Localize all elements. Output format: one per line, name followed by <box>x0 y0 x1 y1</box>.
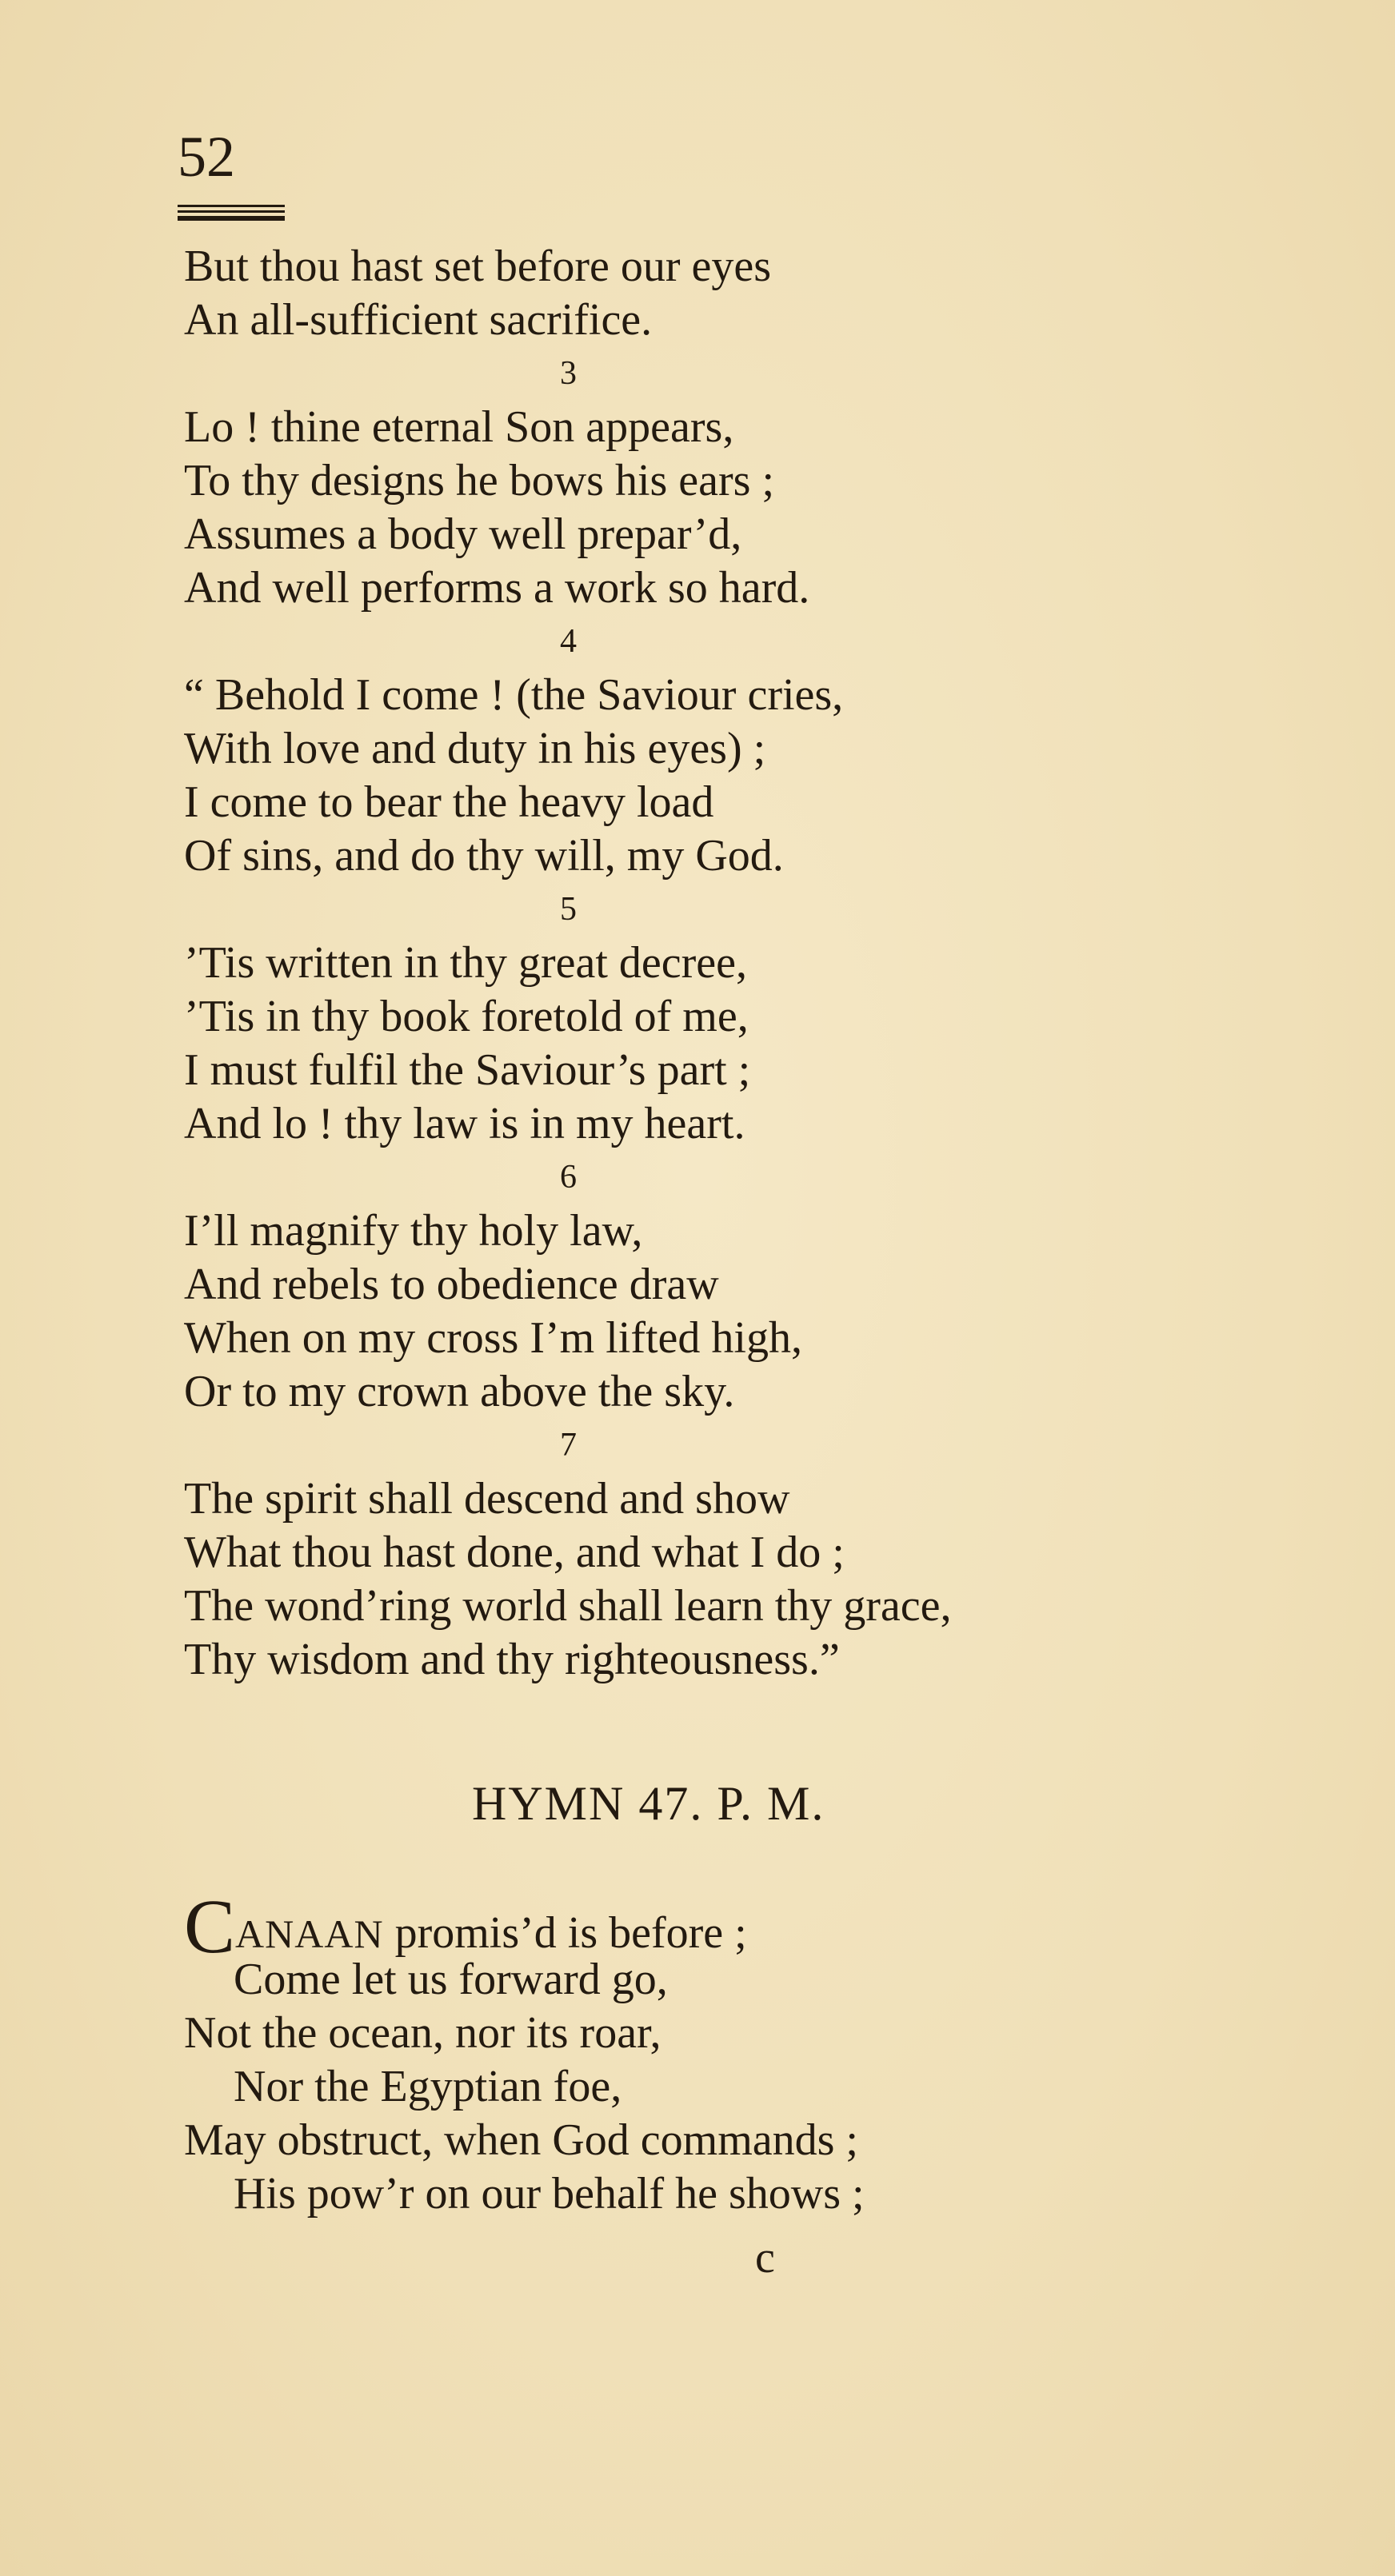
verse-line: When on my cross I’m lifted high, <box>184 1313 802 1363</box>
hymn-47-body <box>184 1883 1328 2221</box>
verse-line: Come let us forward go, <box>234 1955 668 2004</box>
hymn-46-continuation <box>184 240 1328 1687</box>
header-rule-line <box>178 216 285 221</box>
verse-line: The wond’ring world shall learn thy grace, <box>184 1581 952 1631</box>
verse-line: Assumes a body well prepar’d, <box>184 509 742 559</box>
drop-cap: C <box>184 1883 236 1969</box>
verse-line: Nor the Egyptian foe, <box>234 2062 622 2111</box>
verse-line: Thy wisdom and thy righteousness.” <box>184 1635 840 1684</box>
verse-line: His pow’r on our behalf he shows ; <box>234 2169 865 2219</box>
header-rule-line <box>178 205 285 207</box>
verse-line: “ Behold I come ! (the Saviour cries, <box>184 670 844 720</box>
verse-line: I’ll magnify thy holy law, <box>184 1206 643 1256</box>
header-rule-line <box>178 210 285 213</box>
verse-line: An all-sufficient sacrifice. <box>184 295 653 345</box>
verse-line: With love and duty in his eyes) ; <box>184 724 766 773</box>
header-rule <box>178 205 285 219</box>
verse-line: Not the ocean, nor its roar, <box>184 2008 662 2058</box>
page-number: 52 <box>178 125 235 189</box>
catchword: c <box>755 2233 775 2282</box>
verse-line: ’Tis in thy book foretold of me, <box>184 992 749 1041</box>
verse-line: And well performs a work so hard. <box>184 563 810 613</box>
verse-line: What thou hast done, and what I do ; <box>184 1528 845 1577</box>
verse-line: And rebels to obedience draw <box>184 1260 719 1309</box>
verse-line: But thou hast set before our eyes <box>184 242 772 291</box>
verse-number: 5 <box>560 891 577 928</box>
hymn-title: HYMN 47. P. M. <box>472 1777 825 1830</box>
verse-line: Lo ! thine eternal Son appears, <box>184 402 734 452</box>
verse-number: 7 <box>560 1427 577 1464</box>
verse-number: 6 <box>560 1159 577 1196</box>
verse-line: Of sins, and do thy will, my God. <box>184 831 784 881</box>
verse-line: The spirit shall descend and show <box>184 1474 790 1524</box>
verse-line: May obstruct, when God commands ; <box>184 2115 858 2165</box>
verse-line: To thy designs he bows his ears ; <box>184 456 775 505</box>
verse-line: I come to bear the heavy load <box>184 777 714 827</box>
verse-line: Or to my crown above the sky. <box>184 1367 735 1416</box>
verse-line: I must fulfil the Saviour’s part ; <box>184 1045 751 1095</box>
verse-number: 3 <box>560 355 577 392</box>
verse-line: And lo ! thy law is in my heart. <box>184 1099 745 1148</box>
hymn-first-line <box>184 1883 1328 1969</box>
verse-line: ’Tis written in thy great decree, <box>184 938 747 988</box>
verse-number: 4 <box>560 623 577 660</box>
first-word-smallcaps: ANAAN <box>235 1911 384 1956</box>
first-line-rest: promis’d is before ; <box>383 1908 747 1958</box>
